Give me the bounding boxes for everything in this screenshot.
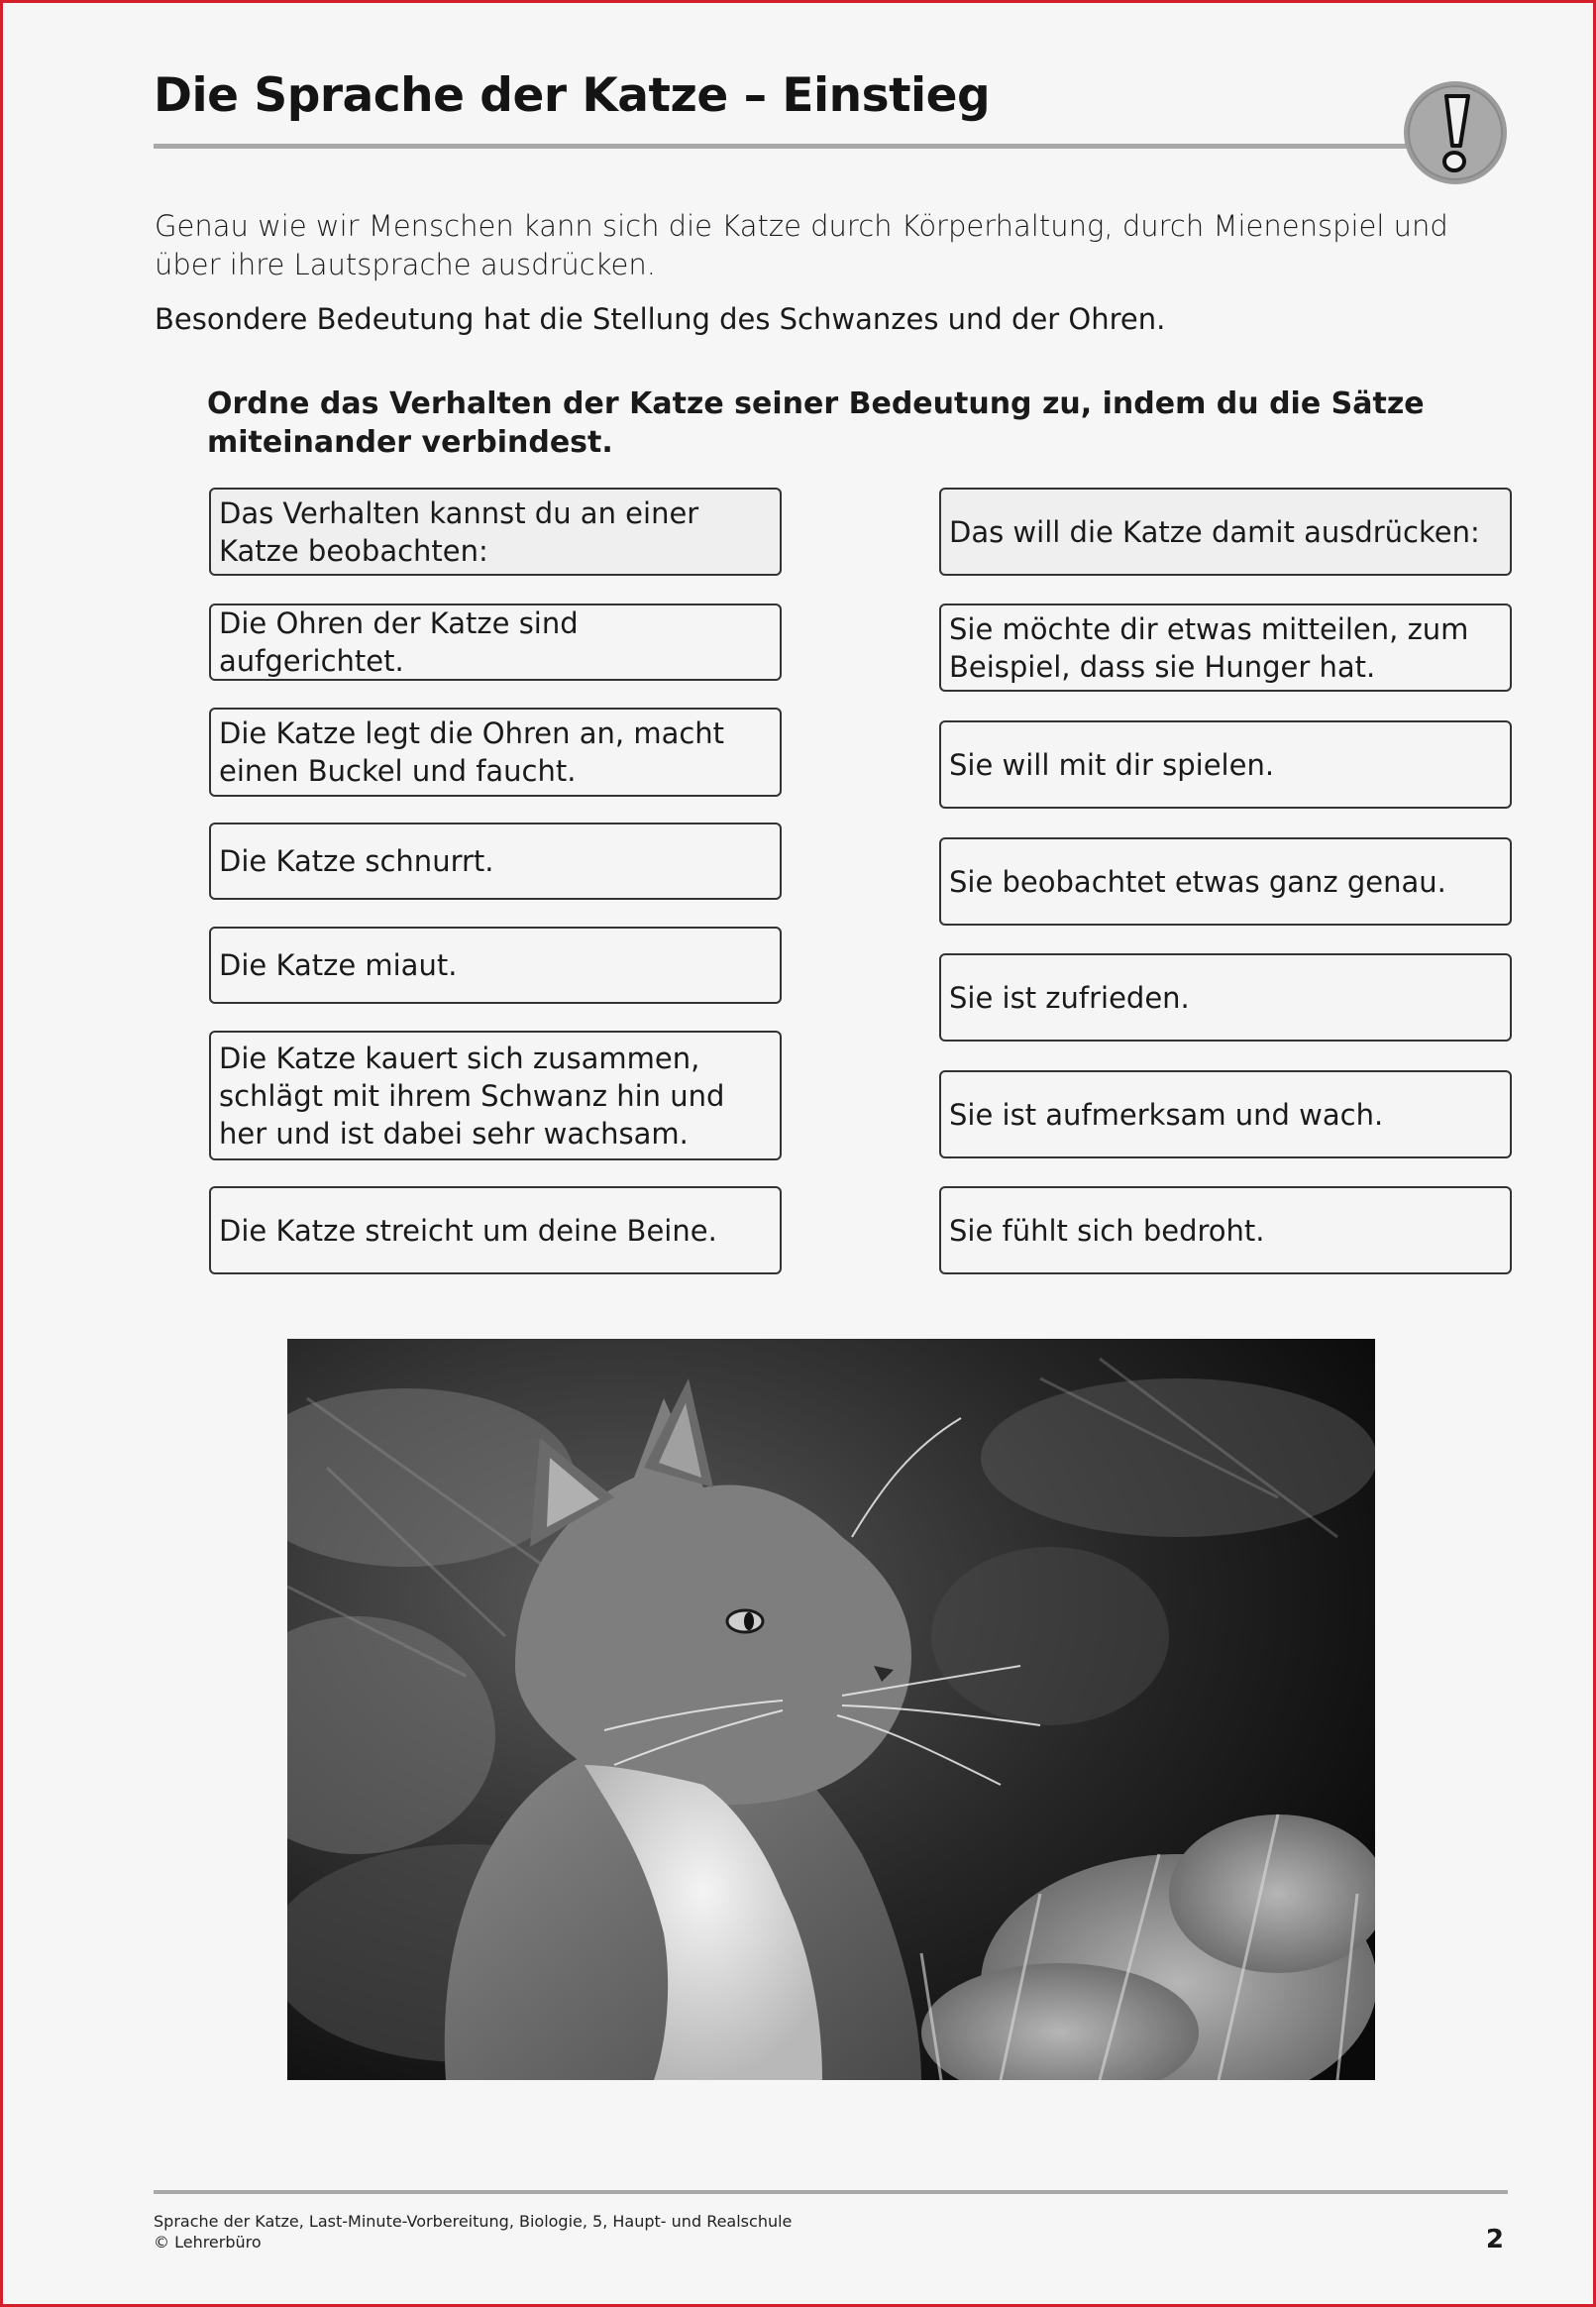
behavior-card-4[interactable]: Die Katze miaut.: [209, 927, 782, 1004]
title-divider: [154, 144, 1432, 149]
footer-line-2: © Lehrerbüro: [154, 2233, 262, 2252]
page-number: 2: [1485, 2225, 1504, 2254]
page-title: Die Sprache der Katze – Einstieg: [154, 68, 991, 123]
behavior-card-5[interactable]: Die Katze kauert sich zusammen, schlägt mit ihrem Schwanz hin und her und ist dabei sehr wachsam.: [209, 1031, 782, 1160]
footer-divider: [154, 2190, 1508, 2194]
behavior-header-box: Das Verhalten kannst du an einer Katze beobachten:: [209, 488, 782, 576]
behavior-card-1[interactable]: Die Ohren der Katze sind aufgerichtet.: [209, 604, 782, 681]
meaning-card-1[interactable]: Sie möchte dir etwas mitteilen, zum Beispiel, dass sie Hunger hat.: [939, 604, 1512, 692]
meaning-header-box: Das will die Katze damit ausdrücken:: [939, 488, 1512, 576]
meaning-card-4[interactable]: Sie ist zufrieden.: [939, 953, 1512, 1042]
behavior-card-2[interactable]: Die Katze legt die Ohren an, macht einen Buckel und faucht.: [209, 708, 782, 797]
intro-paragraph-2: Besondere Bedeutung hat die Stellung des Schwanzes und der Ohren.: [155, 302, 1166, 336]
behavior-card-6[interactable]: Die Katze streicht um deine Beine.: [209, 1186, 782, 1274]
behavior-card-3[interactable]: Die Katze schnurrt.: [209, 823, 782, 900]
exclamation-icon: [1403, 80, 1508, 185]
footer-credits: [154, 2211, 792, 2252]
footer-line-1: Sprache der Katze, Last-Minute-Vorbereitung, Biologie, 5, Haupt- und Realschule: [154, 2212, 793, 2231]
meaning-card-3[interactable]: Sie beobachtet etwas ganz genau.: [939, 837, 1512, 926]
meaning-card-2[interactable]: Sie will mit dir spielen.: [939, 720, 1512, 809]
cat-photo: [287, 1339, 1375, 2080]
intro-paragraph-1: Genau wie wir Menschen kann sich die Katze durch Körperhaltung, durch Mienenspiel und über ihre Lautsprache ausdrücken.: [155, 209, 1448, 281]
meaning-card-6[interactable]: Sie fühlt sich bedroht.: [939, 1186, 1512, 1274]
meaning-card-5[interactable]: Sie ist aufmerksam und wach.: [939, 1070, 1512, 1158]
task-instruction: Ordne das Verhalten der Katze seiner Bedeutung zu, indem du die Sätze miteinander verbindest.: [207, 386, 1425, 460]
